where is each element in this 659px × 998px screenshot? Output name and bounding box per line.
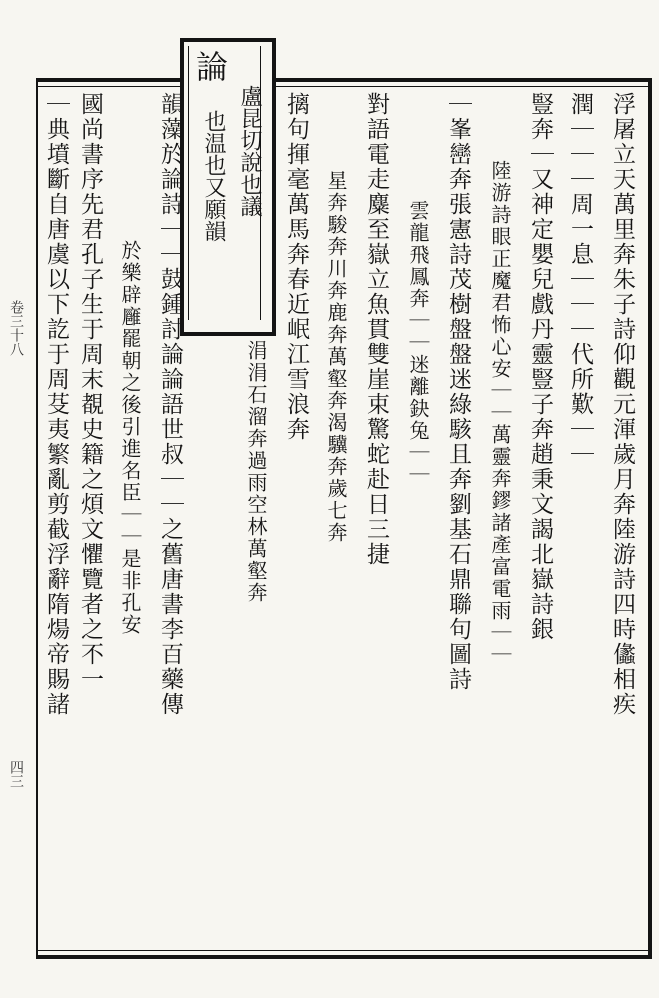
text-column-4: 陸游詩眼正魔君怖心安｜｜萬靈奔鏐諸產富電雨｜｜ (488, 160, 512, 666)
margin-edge-text: 卷三十八 (8, 300, 24, 356)
header-subtitle-1: 盧昆切說也議 (237, 85, 262, 217)
top-rule-inner (36, 86, 651, 87)
folio-number: 四三 (8, 760, 24, 788)
text-column-7: 對語電走麋至嶽立魚貫雙崖束驚蛇赴日三捷 (363, 92, 389, 567)
top-rule (36, 78, 651, 82)
text-column-8: 星奔駿奔川奔鹿奔萬壑奔渴驥奔歲七奔 (324, 170, 348, 544)
text-column-14: ｜典墳斷自唐虞以下訖于周芟夷繁亂剪截浮辭隋煬帝賜諸 (43, 92, 69, 717)
text-column-2: 潤｜｜｜周一息｜｜｜代所歎｜｜ (567, 92, 593, 467)
right-rule (648, 78, 652, 959)
bottom-rule (36, 955, 651, 959)
text-column-1: 浮屠立天萬里奔朱子詩仰觀元渾歲月奔陸游詩四時㒩相疾 (609, 92, 635, 717)
bottom-rule-inner (36, 950, 651, 951)
text-column-13: 國尚書序先君孔子生于周末覩史籍之煩文懼覽者之不一 (77, 92, 103, 692)
text-column-9: 摛句揮毫萬馬奔春近岷江雪浪奔 (283, 92, 309, 442)
text-column-11: 韻藻於論詩｜｜鼓鍾討論論語世叔｜｜之舊唐書李百藥傳 (157, 92, 183, 717)
header-title: 論 (191, 50, 229, 82)
text-column-10: 涓涓石溜奔過雨空林萬壑奔 (244, 340, 268, 604)
text-column-3: 豎奔｜又神定嬰兒戲丹靈豎子奔趙秉文謁北嶽詩銀 (527, 92, 553, 642)
header-subtitle-2: 也温也又願韻 (201, 110, 226, 242)
text-column-5: ｜峯巒奔張憲詩茂樹盤盤迷綠駭且奔劉基石鼎聯句圖詩 (445, 92, 471, 692)
text-column-12: 於樂辟廱罷朝之後引進名臣｜｜是非孔安 (118, 240, 142, 636)
text-column-6: 雲龍飛鳳奔｜｜迷離鈌兔｜｜ (406, 200, 430, 486)
